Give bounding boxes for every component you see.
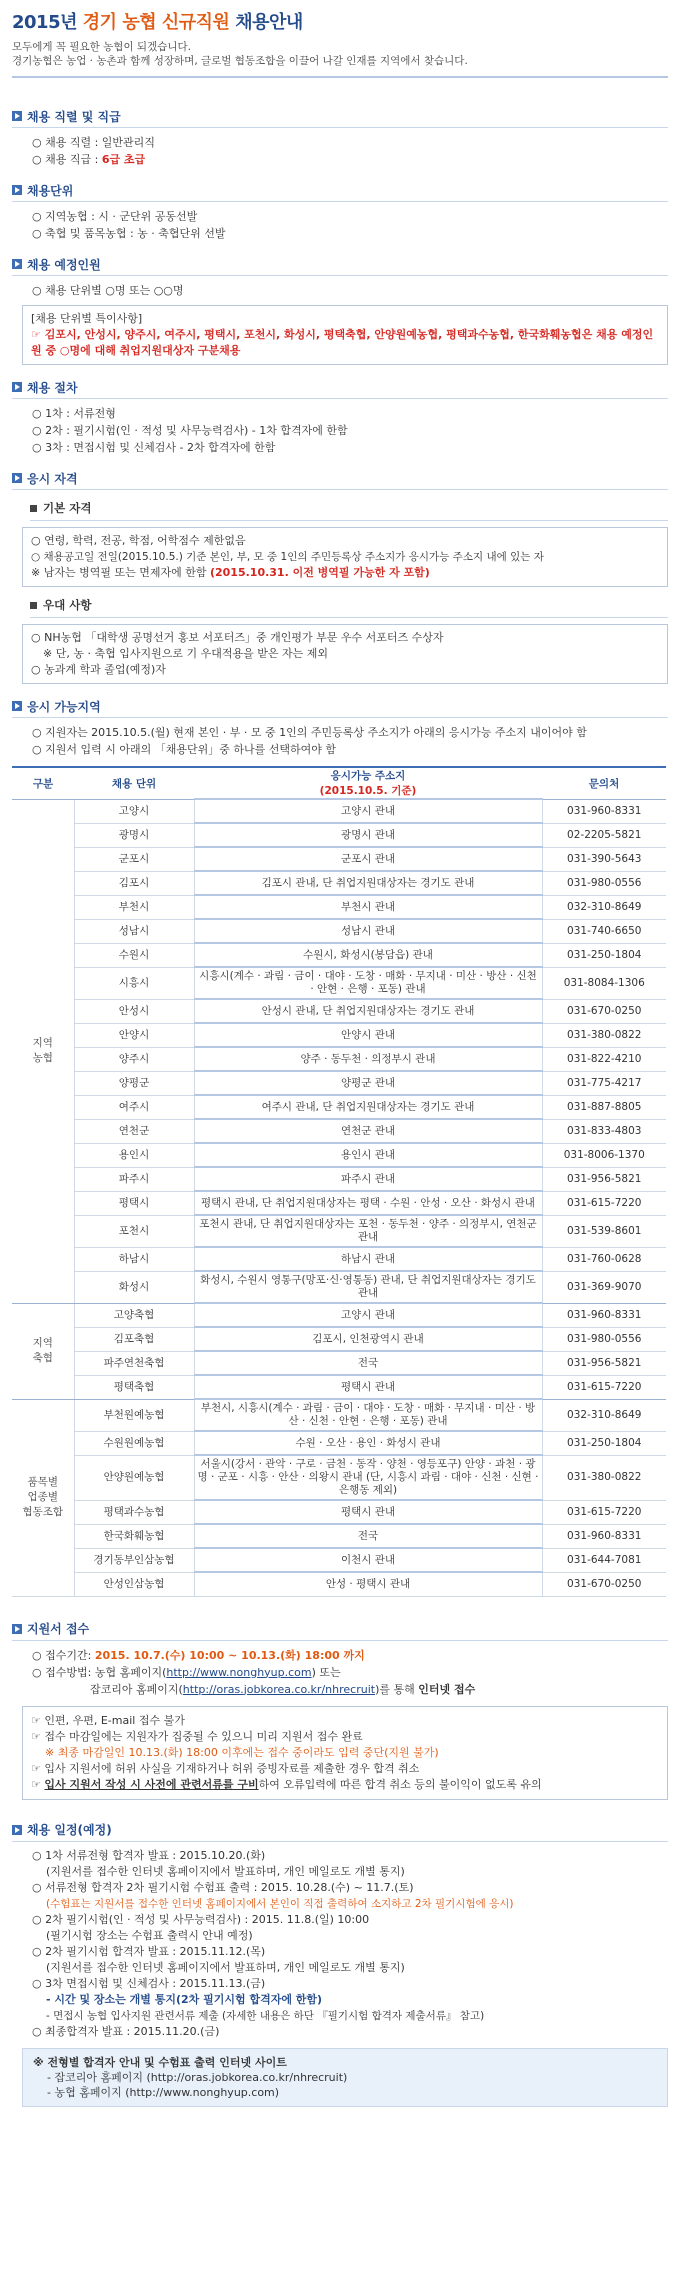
unit-cell: 고양시 [74, 799, 194, 823]
region-table [12, 766, 666, 1597]
table-header-row [12, 767, 666, 799]
subtitle-line-2: 경기농협은 농업 · 농촌과 함께 성장하며, 글로벌 협동조합을 이끌어 나갈 인재를 지역에서 찾습니다. [12, 55, 468, 67]
section-title: 응시 자격 [27, 471, 78, 486]
contact-cell: 031-740-6650 [542, 919, 666, 943]
unit-cell: 안양원예농협 [74, 1455, 194, 1500]
contact-cell: 031-380-0822 [542, 1455, 666, 1500]
table-row [12, 1095, 666, 1119]
schedule-item: ○ 2차 필기시험 합격자 발표 : 2015.11.12.(목) [32, 1944, 266, 1958]
unit-cell: 시흥시 [74, 967, 194, 999]
header-contact: 문의처 [542, 767, 666, 799]
table-row [12, 1327, 666, 1351]
item-note: (2015.10.31. 이전 병역필 가능한 자 포함) [209, 566, 430, 579]
table-row [12, 1431, 666, 1455]
contact-cell: 031-760-0628 [542, 1247, 666, 1271]
list-item: ○ 3차 : 면접시험 및 신체검사 - 2차 합격자에 한함 [32, 439, 668, 456]
unit-cell: 김포시 [74, 871, 194, 895]
table-row [12, 967, 666, 999]
section-headcount [12, 256, 668, 365]
section-underline [12, 275, 668, 276]
section-application [12, 1621, 668, 1800]
box-title: [채용 단위별 특이사항] [31, 312, 143, 325]
unit-cell: 한국화훼농협 [74, 1524, 194, 1548]
table-row [12, 1023, 666, 1047]
group-label: 품목별 업종별 협동조합 [12, 1399, 74, 1596]
header-unit: 채용 단위 [74, 767, 194, 799]
section-underline [12, 489, 668, 490]
contact-cell: 032-310-8649 [542, 895, 666, 919]
note-item: ☞ 입사 지원서에 허위 사실을 기재하거나 허위 증빙자료를 제출한 경우 합격 취소 [31, 1761, 420, 1775]
subheading-preference [30, 597, 668, 613]
schedule-item: ○ 3차 면접시험 및 신체검사 : 2015.11.13.(금) [32, 1976, 266, 1990]
unit-cell: 화성시 [74, 1271, 194, 1303]
section-heading [12, 182, 668, 198]
unit-cell: 부천시 [74, 895, 194, 919]
contact-cell: 031-670-0250 [542, 1572, 666, 1596]
address-cell: 전국 [194, 1524, 542, 1548]
table-row [12, 1399, 666, 1431]
page-title [12, 8, 668, 34]
list-item: ○ NH농협 「대학생 공명선거 홍보 서포터즈」중 개인평가 부문 우수 서포터즈 수상자 [31, 631, 444, 644]
section-arrow-icon [12, 1624, 22, 1634]
page-subtitle [12, 40, 668, 68]
address-cell: 수원시, 화성시(봉담읍) 관내 [194, 943, 542, 967]
section-arrow-icon [12, 1825, 22, 1835]
contact-cell: 031-775-4217 [542, 1071, 666, 1095]
contact-cell: 031-833-4803 [542, 1119, 666, 1143]
section-heading [12, 256, 668, 272]
reference-link-jobkorea[interactable]: - 잡코리아 홈페이지 (http://oras.jobkorea.co.kr/nhrecruit) [47, 2070, 348, 2084]
section-title: 채용 절차 [27, 380, 78, 395]
address-cell: 파주시 관내 [194, 1167, 542, 1191]
contact-cell: 031-250-1804 [542, 1431, 666, 1455]
contact-cell: 031-960-8331 [542, 1303, 666, 1327]
unit-cell: 여주시 [74, 1095, 194, 1119]
table-row [12, 1572, 666, 1596]
address-cell: 안성 · 평택시 관내 [194, 1572, 542, 1596]
address-cell: 군포시 관내 [194, 847, 542, 871]
section-items [32, 724, 668, 758]
table-row [12, 999, 666, 1023]
table-row [12, 847, 666, 871]
contact-cell: 031-369-9070 [542, 1271, 666, 1303]
box-text: ☞ 김포시, 안성시, 양주시, 여주시, 평택시, 포천시, 화성시, 평택축협, 안양원예농협, 평택과수농협, 한국화훼농협은 채용 예정인원 중 ○명에 대해 취업지원대상자 구분채용 [31, 328, 654, 357]
group-label: 지역 농협 [12, 799, 74, 1303]
address-cell: 시흥시(계수 · 과림 · 금이 · 대야 · 도창 · 매화 · 무지내 · 미산 · 방산 · 신천 · 안현 · 은행 · 포동) 관내 [194, 967, 542, 999]
unit-cell: 포천시 [74, 1215, 194, 1247]
list-item [32, 1664, 668, 1681]
unit-cell: 고양축협 [74, 1303, 194, 1327]
list-item: ○ 농과계 학과 졸업(예정)자 [31, 663, 166, 676]
section-items [32, 405, 668, 456]
list-item [32, 1681, 668, 1698]
list-item: ○ 채용 직렬 : 일반관리직 [32, 134, 668, 151]
table-row [12, 1271, 666, 1303]
list-item: ○ 채용공고일 전일(2015.10.5.) 기준 본인, 부, 모 중 1인의 주민등록상 주소지가 응시가능 주소지 내에 있는 자 [31, 551, 544, 563]
table-row [12, 1548, 666, 1572]
header-address [194, 767, 542, 799]
schedule-note: (필기시험 장소는 수험표 출력시 안내 예정) [46, 1928, 253, 1942]
unit-cell: 평택과수농협 [74, 1500, 194, 1524]
item-value: 6급 초급 [101, 153, 146, 166]
table-row [12, 1119, 666, 1143]
section-items [32, 208, 668, 242]
section-heading [12, 1621, 668, 1637]
table-row [12, 823, 666, 847]
section-title: 채용 예정인원 [27, 257, 101, 272]
contact-cell: 032-310-8649 [542, 1399, 666, 1431]
contact-cell: 031-539-8601 [542, 1215, 666, 1247]
unit-cell: 수원시 [74, 943, 194, 967]
unit-cell: 광명시 [74, 823, 194, 847]
subheading-text: 기본 자격 [43, 501, 92, 515]
note-text: 하여 오류입력에 따른 합격 취소 등의 불이익이 없도록 유의 [258, 1777, 542, 1791]
address-cell: 평택시 관내, 단 취업지원대상자는 평택 · 수원 · 안성 · 오산 · 화성시 관내 [194, 1191, 542, 1215]
unit-cell: 안성시 [74, 999, 194, 1023]
title-divider [12, 76, 668, 78]
section-heading [12, 379, 668, 395]
address-cell: 안성시 관내, 단 취업지원대상자는 경기도 관내 [194, 999, 542, 1023]
application-notes-box [22, 1706, 668, 1800]
subheading-underline [30, 520, 668, 521]
table-row [12, 943, 666, 967]
contact-cell: 031-615-7220 [542, 1500, 666, 1524]
header-address-date: (2015.10.5. 기준) [319, 785, 417, 797]
section-heading [12, 108, 668, 124]
section-arrow-icon [12, 382, 22, 392]
section-items [32, 282, 668, 299]
address-cell: 부천시, 시흥시(계수 · 과림 · 금이 · 대야 · 도창 · 매화 · 무지내 · 미산 · 방산 · 신천 · 안현 · 은행 · 포동) 관내 [194, 1399, 542, 1431]
item-label: 접수방법: 농협 홈페이지( [45, 1665, 167, 1679]
section-underline [12, 398, 668, 399]
subheading-text: 우대 사항 [43, 598, 92, 612]
special-notes-box [22, 305, 668, 365]
address-cell: 용인시 관내 [194, 1143, 542, 1167]
jobkorea-link[interactable]: http://oras.jobkorea.co.kr/nhrecruit [182, 1682, 376, 1696]
section-items [32, 1647, 668, 1698]
table-row [12, 1455, 666, 1500]
title-year: 2015년 [12, 12, 77, 33]
unit-cell: 수원원예농협 [74, 1431, 194, 1455]
section-arrow-icon [12, 473, 22, 483]
address-cell: 평택시 관내 [194, 1500, 542, 1524]
item-text: ※ 남자는 병역필 또는 면제자에 한함 [31, 566, 210, 579]
section-underline [12, 1640, 668, 1641]
item-text: )를 통해 [375, 1682, 419, 1696]
list-item [31, 565, 659, 581]
square-bullet-icon [30, 505, 37, 512]
table-row [12, 1143, 666, 1167]
contact-cell: 031-887-8805 [542, 1095, 666, 1119]
schedule-note: - 시간 및 장소는 개별 통지(2차 필기시험 합격자에 한함) [46, 1992, 323, 2006]
section-underline [12, 717, 668, 718]
group-label: 지역 축협 [12, 1303, 74, 1399]
contact-cell: 031-960-8331 [542, 1524, 666, 1548]
section-heading [12, 1822, 668, 1838]
note-item: ☞ 인편, 우편, E-mail 접수 불가 [31, 1713, 185, 1727]
address-cell: 서울시(강서 · 관악 · 구로 · 금천 · 동작 · 양천 · 영등포구) 안양 · 과천 · 광명 · 군포 · 시흥 · 안산 · 의왕시 관내 (단, 시흥시 과림 · 대야 · 신천 · 신현 · 은행동 제외) [194, 1455, 542, 1500]
contact-cell: 031-380-0822 [542, 1023, 666, 1047]
list-item: ○ 2차 : 필기시험(인 · 적성 및 사무능력검사) - 1차 합격자에 한함 [32, 422, 668, 439]
header-category: 구분 [12, 767, 74, 799]
schedule-note: (지원서를 접수한 인터넷 홈페이지에서 발표하며, 개인 메일로도 개별 통지) [46, 1960, 405, 1974]
list-item: ○ 1차 : 서류전형 [32, 405, 668, 422]
section-arrow-icon [12, 259, 22, 269]
schedule-item: ○ 서류전형 합격자 2차 필기시험 수험표 출력 : 2015. 10.28.(수) ~ 11.7.(토) [32, 1880, 414, 1894]
section-title: 채용 일정(예정) [27, 1823, 112, 1837]
schedule-note: (수험표는 지원서를 접수한 인터넷 홈페이지에서 본인이 직접 출력하여 소지하고 2차 필기시험에 응시) [46, 1897, 514, 1910]
note-bullet: ☞ [31, 1777, 45, 1791]
header-address-title: 응시가능 주소지 [330, 770, 406, 782]
table-row [12, 1247, 666, 1271]
address-cell: 안양시 관내 [194, 1023, 542, 1047]
unit-cell: 양주시 [74, 1047, 194, 1071]
address-cell: 김포시 관내, 단 취업지원대상자는 경기도 관내 [194, 871, 542, 895]
schedule-note: - 면접시 농협 입사지원 관련서류 제출 (자세한 내용은 하단 『필기시험 합격자 제출서류』 참고) [46, 2009, 485, 2022]
item-text: 잡코리아 홈페이지( [90, 1682, 183, 1696]
address-cell: 하남시 관내 [194, 1247, 542, 1271]
table-row [12, 1524, 666, 1548]
table-row [12, 1375, 666, 1399]
item-value: 2015. 10.7.(수) 10:00 ~ 10.13.(화) 18:00 까지 [94, 1648, 365, 1662]
table-row [12, 1071, 666, 1095]
subheading-underline [30, 617, 668, 618]
table-row [12, 1191, 666, 1215]
table-row [12, 1167, 666, 1191]
address-cell: 광명시 관내 [194, 823, 542, 847]
unit-cell: 평택시 [74, 1191, 194, 1215]
reference-title: ※ 전형별 합격자 안내 및 수험표 출력 인터넷 사이트 [33, 2055, 287, 2069]
contact-cell: 031-956-5821 [542, 1351, 666, 1375]
reference-link-nonghyup[interactable]: - 농협 홈페이지 (http://www.nonghyup.com) [47, 2085, 280, 2099]
table-row [12, 1351, 666, 1375]
list-item: ○ 연령, 학력, 전공, 학점, 어학점수 제한없음 [31, 534, 246, 547]
address-cell: 고양시 관내 [194, 1303, 542, 1327]
address-cell: 부천시 관내 [194, 895, 542, 919]
subheading-basic [30, 500, 668, 516]
contact-cell: 031-644-7081 [542, 1548, 666, 1572]
item-label: 접수기간: [45, 1648, 95, 1662]
contact-cell: 031-670-0250 [542, 999, 666, 1023]
address-cell: 평택시 관내 [194, 1375, 542, 1399]
section-underline [12, 201, 668, 202]
section-unit [12, 182, 668, 242]
address-cell: 포천시 관내, 단 취업지원대상자는 포천 · 동두천 · 양주 · 의정부시, 연천군 관내 [194, 1215, 542, 1247]
list-item: ○ 지원자는 2015.10.5.(월) 현재 본인 · 부 · 모 중 1인의 주민등록상 주소지가 아래의 응시가능 주소지 내이어야 함 [32, 724, 668, 741]
unit-cell: 파주시 [74, 1167, 194, 1191]
note-item: ※ 최종 마감일인 10.13.(화) 18:00 이후에는 접수 중이라도 입력 중단(지원 불가) [45, 1745, 439, 1759]
item-label: 채용 직급 : [45, 153, 102, 166]
address-cell: 전국 [194, 1351, 542, 1375]
section-qualification [12, 470, 668, 684]
address-cell: 김포시, 인천광역시 관내 [194, 1327, 542, 1351]
unit-cell: 성남시 [74, 919, 194, 943]
section-underline [12, 127, 668, 128]
header [0, 0, 680, 68]
section-arrow-icon [12, 701, 22, 711]
address-cell: 성남시 관내 [194, 919, 542, 943]
schedule-item: ○ 1차 서류전형 합격자 발표 : 2015.10.20.(화) [32, 1848, 266, 1862]
unit-cell: 평택축협 [74, 1375, 194, 1399]
address-cell: 화성시, 수원시 영통구(망포·신·영통동) 관내, 단 취업지원대상자는 경기도 관내 [194, 1271, 542, 1303]
section-arrow-icon [12, 185, 22, 195]
list-item [32, 151, 668, 168]
section-underline [12, 1841, 668, 1842]
schedule-list [32, 1848, 668, 2040]
address-cell: 이천시 관내 [194, 1548, 542, 1572]
table-row [12, 1303, 666, 1327]
section-title: 지원서 접수 [27, 1622, 90, 1636]
address-cell: 고양시 관내 [194, 799, 542, 823]
section-arrow-icon [12, 111, 22, 121]
list-item: ○ 지역농협 : 시 · 군단위 공동선발 [32, 208, 668, 225]
contact-cell: 031-390-5643 [542, 847, 666, 871]
note-item: ☞ 접수 마감일에는 지원자가 집중될 수 있으니 미리 지원서 접수 완료 [31, 1729, 363, 1743]
section-title: 응시 가능지역 [27, 699, 101, 714]
contact-cell: 031-956-5821 [542, 1167, 666, 1191]
table-row [12, 799, 666, 823]
list-item [32, 1647, 668, 1664]
basic-qualification-box [22, 527, 668, 587]
nonghyup-link[interactable]: http://www.nonghyup.com [166, 1665, 312, 1679]
title-highlight: 경기 농협 신규직원 [82, 12, 230, 33]
unit-cell: 군포시 [74, 847, 194, 871]
address-cell: 양주 · 동두천 · 의정부시 관내 [194, 1047, 542, 1071]
table-row [12, 1500, 666, 1524]
section-heading [12, 698, 668, 714]
unit-cell: 김포축협 [74, 1327, 194, 1351]
unit-cell: 용인시 [74, 1143, 194, 1167]
contact-cell: 031-8006-1370 [542, 1143, 666, 1167]
table-row [12, 895, 666, 919]
table-row [12, 1215, 666, 1247]
unit-cell: 안양시 [74, 1023, 194, 1047]
reference-sites-box [22, 2048, 668, 2107]
note-emphasis: 입사 지원서 작성 시 사전에 관련서류를 구비 [44, 1777, 259, 1791]
address-cell: 양평군 관내 [194, 1071, 542, 1095]
unit-cell: 파주연천축협 [74, 1351, 194, 1375]
address-cell: 수원 · 오산 · 용인 · 화성시 관내 [194, 1431, 542, 1455]
list-item: ○ 채용 단위별 ○명 또는 ○○명 [32, 282, 668, 299]
address-cell: 여주시 관내, 단 취업지원대상자는 경기도 관내 [194, 1095, 542, 1119]
item-text: ) 또는 [311, 1665, 341, 1679]
unit-cell: 부천원예농협 [74, 1399, 194, 1431]
preference-box [22, 624, 668, 684]
contact-cell: 031-822-4210 [542, 1047, 666, 1071]
section-heading [12, 470, 668, 486]
schedule-item: ○ 2차 필기시험(인 · 적성 및 사무능력검사) : 2015. 11.8.(일) 10:00 [32, 1912, 370, 1926]
section-items [32, 134, 668, 168]
item-emphasis: 인터넷 접수 [418, 1682, 476, 1696]
contact-cell: 031-615-7220 [542, 1375, 666, 1399]
section-position [12, 108, 668, 168]
contact-cell: 031-980-0556 [542, 871, 666, 895]
contact-cell: 031-250-1804 [542, 943, 666, 967]
title-rest: 채용안내 [235, 12, 303, 33]
contact-cell: 031-8084-1306 [542, 967, 666, 999]
table-row [12, 1047, 666, 1071]
unit-cell: 연천군 [74, 1119, 194, 1143]
unit-cell: 하남시 [74, 1247, 194, 1271]
unit-cell: 경기동부인삼농협 [74, 1548, 194, 1572]
contact-cell: 02-2205-5821 [542, 823, 666, 847]
list-item: ※ 단, 농 · 축협 입사지원으로 기 우대적용을 받은 자는 제외 [43, 647, 328, 660]
contact-cell: 031-980-0556 [542, 1327, 666, 1351]
table-row [12, 919, 666, 943]
section-process [12, 379, 668, 456]
contact-cell: 031-615-7220 [542, 1191, 666, 1215]
note-item [31, 1777, 659, 1793]
section-title: 채용 직렬 및 직급 [27, 109, 121, 124]
schedule-note: (지원서를 접수한 인터넷 홈페이지에서 발표하며, 개인 메일로도 개별 통지) [46, 1864, 405, 1878]
address-cell: 연천군 관내 [194, 1119, 542, 1143]
section-title: 채용단위 [27, 183, 74, 198]
list-item: ○ 축협 및 품목농협 : 농 · 축협단위 선발 [32, 225, 668, 242]
list-item: ○ 지원서 입력 시 아래의 「채용단위」중 하나를 선택하여야 함 [32, 741, 668, 758]
region-table-body [12, 799, 666, 1596]
contact-cell: 031-960-8331 [542, 799, 666, 823]
square-bullet-icon [30, 602, 37, 609]
schedule-item: ○ 최종합격자 발표 : 2015.11.20.(금) [32, 2024, 220, 2038]
section-region [12, 698, 668, 1597]
section-schedule [12, 1822, 668, 2107]
subtitle-line-1: 모두에게 꼭 필요한 농협이 되겠습니다. [12, 41, 191, 53]
unit-cell: 양평군 [74, 1071, 194, 1095]
unit-cell: 안성인삼농협 [74, 1572, 194, 1596]
table-row [12, 871, 666, 895]
